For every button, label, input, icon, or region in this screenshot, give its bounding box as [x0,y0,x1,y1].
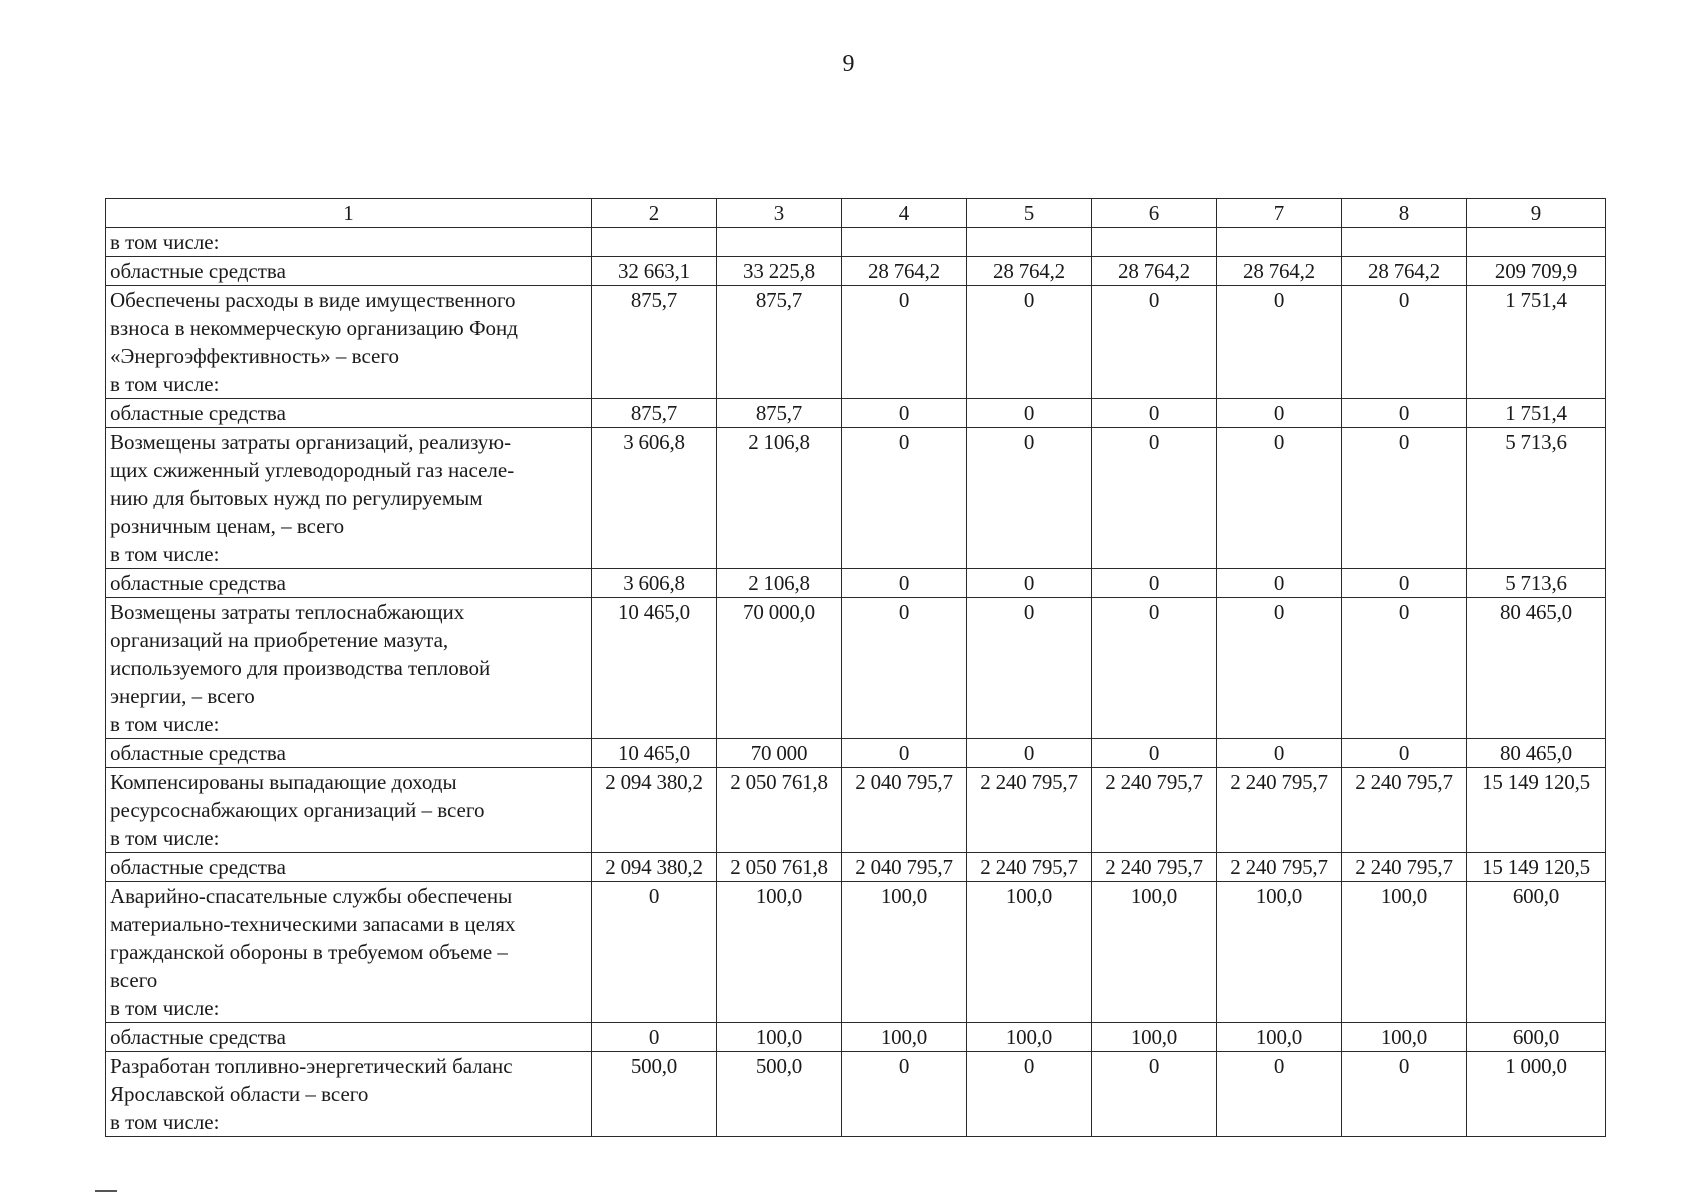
row-label: областные средства [106,257,592,286]
row-label: Возмещены затраты теплоснабжающих организаций на приобретение мазута, используемого для производства тепловой энергии, – всего в том числе: [106,598,592,739]
value-cell: 100,0 [1342,882,1467,1023]
value-cell: 0 [967,428,1092,569]
column-header: 4 [842,199,967,228]
value-cell: 2 240 795,7 [1342,768,1467,853]
value-cell: 0 [967,598,1092,739]
value-cell [1342,228,1467,257]
value-cell: 0 [1092,1052,1217,1137]
value-cell: 0 [1092,286,1217,399]
value-cell: 2 240 795,7 [1217,853,1342,882]
table-row [106,569,1606,598]
value-cell: 5 713,6 [1467,569,1606,598]
value-cell: 2 050 761,8 [717,853,842,882]
value-cell: 0 [1092,428,1217,569]
value-cell: 600,0 [1467,1023,1606,1052]
value-cell: 500,0 [592,1052,717,1137]
value-cell: 10 465,0 [592,598,717,739]
value-cell: 0 [967,399,1092,428]
row-label: Разработан топливно-энергетический баланс Ярославской области – всего в том числе: [106,1052,592,1137]
page-number: 9 [842,51,855,77]
value-cell [967,228,1092,257]
value-cell [842,228,967,257]
table-row [106,853,1606,882]
value-cell: 0 [842,286,967,399]
value-cell: 0 [1342,1052,1467,1137]
value-cell: 100,0 [1217,882,1342,1023]
row-label: областные средства [106,853,592,882]
value-cell: 0 [1092,399,1217,428]
value-cell: 100,0 [1092,882,1217,1023]
row-label: областные средства [106,569,592,598]
table-body [106,228,1606,1137]
value-cell: 2 240 795,7 [967,768,1092,853]
column-header: 8 [1342,199,1467,228]
value-cell: 0 [1342,428,1467,569]
value-cell [1092,228,1217,257]
value-cell: 2 240 795,7 [1217,768,1342,853]
value-cell: 100,0 [717,1023,842,1052]
value-cell: 1 751,4 [1467,399,1606,428]
column-header: 3 [717,199,842,228]
value-cell: 100,0 [967,882,1092,1023]
value-cell: 28 764,2 [1342,257,1467,286]
value-cell: 100,0 [1092,1023,1217,1052]
value-cell: 2 240 795,7 [1092,853,1217,882]
value-cell: 0 [842,1052,967,1137]
value-cell: 80 465,0 [1467,739,1606,768]
value-cell: 2 106,8 [717,428,842,569]
value-cell: 70 000 [717,739,842,768]
value-cell: 209 709,9 [1467,257,1606,286]
value-cell: 0 [842,569,967,598]
budget-table [105,198,1606,1137]
row-label: областные средства [106,739,592,768]
value-cell: 600,0 [1467,882,1606,1023]
value-cell [592,228,717,257]
table-row [106,286,1606,399]
value-cell: 875,7 [717,399,842,428]
value-cell: 0 [967,739,1092,768]
value-cell: 0 [1217,739,1342,768]
value-cell: 28 764,2 [1092,257,1217,286]
row-label: областные средства [106,399,592,428]
value-cell: 0 [592,882,717,1023]
value-cell: 1 751,4 [1467,286,1606,399]
value-cell: 32 663,1 [592,257,717,286]
value-cell: 0 [1092,569,1217,598]
value-cell: 2 040 795,7 [842,853,967,882]
value-cell: 3 606,8 [592,569,717,598]
value-cell: 0 [1092,739,1217,768]
value-cell: 0 [1342,399,1467,428]
value-cell: 0 [842,428,967,569]
value-cell: 100,0 [1217,1023,1342,1052]
table-row [106,739,1606,768]
value-cell: 15 149 120,5 [1467,853,1606,882]
table-header-row [106,199,1606,228]
value-cell: 0 [592,1023,717,1052]
value-cell: 15 149 120,5 [1467,768,1606,853]
value-cell: 2 094 380,2 [592,853,717,882]
table-row [106,768,1606,853]
value-cell: 100,0 [717,882,842,1023]
row-label: Обеспечены расходы в виде имущественного взноса в некоммерческую организацию Фонд «Энергоэффективность» – всего в том числе: [106,286,592,399]
table-row [106,228,1606,257]
value-cell: 2 050 761,8 [717,768,842,853]
row-label: областные средства [106,1023,592,1052]
value-cell: 100,0 [842,882,967,1023]
value-cell: 0 [1092,598,1217,739]
value-cell: 0 [1342,286,1467,399]
value-cell: 875,7 [592,286,717,399]
value-cell: 80 465,0 [1467,598,1606,739]
value-cell [1467,228,1606,257]
value-cell: 0 [842,739,967,768]
column-header: 2 [592,199,717,228]
value-cell: 0 [1217,286,1342,399]
value-cell: 2 040 795,7 [842,768,967,853]
table-row [106,399,1606,428]
value-cell: 2 240 795,7 [1092,768,1217,853]
table-row [106,882,1606,1023]
table-row [106,257,1606,286]
value-cell: 2 240 795,7 [1342,853,1467,882]
column-header: 7 [1217,199,1342,228]
value-cell: 0 [967,569,1092,598]
value-cell: 0 [1342,739,1467,768]
row-label: Возмещены затраты организаций, реализую- щих сжиженный углеводородный газ населе- нию для бытовых нужд по регулируемым розничным ценам, – всего в том числе: [106,428,592,569]
value-cell: 28 764,2 [1217,257,1342,286]
value-cell: 0 [1217,428,1342,569]
value-cell: 10 465,0 [592,739,717,768]
value-cell: 28 764,2 [842,257,967,286]
column-header: 5 [967,199,1092,228]
table-row [106,598,1606,739]
value-cell: 875,7 [592,399,717,428]
table-row [106,428,1606,569]
column-header: 6 [1092,199,1217,228]
value-cell: 0 [1217,399,1342,428]
value-cell: 100,0 [967,1023,1092,1052]
value-cell: 28 764,2 [967,257,1092,286]
value-cell: 70 000,0 [717,598,842,739]
row-label: Компенсированы выпадающие доходы ресурсоснабжающих организаций – всего в том числе: [106,768,592,853]
value-cell: 0 [1217,598,1342,739]
value-cell: 33 225,8 [717,257,842,286]
value-cell: 0 [967,286,1092,399]
value-cell: 3 606,8 [592,428,717,569]
column-header: 9 [1467,199,1606,228]
value-cell: 5 713,6 [1467,428,1606,569]
table-row [106,1023,1606,1052]
value-cell: 0 [967,1052,1092,1137]
value-cell: 0 [1342,598,1467,739]
value-cell: 0 [842,399,967,428]
value-cell: 0 [842,598,967,739]
row-label: в том числе: [106,228,592,257]
value-cell: 100,0 [1342,1023,1467,1052]
value-cell: 100,0 [842,1023,967,1052]
value-cell: 2 240 795,7 [967,853,1092,882]
value-cell [717,228,842,257]
column-header: 1 [106,199,592,228]
value-cell: 0 [1342,569,1467,598]
value-cell: 2 094 380,2 [592,768,717,853]
value-cell: 1 000,0 [1467,1052,1606,1137]
value-cell: 875,7 [717,286,842,399]
scan-mark [95,1190,117,1192]
value-cell [1217,228,1342,257]
value-cell: 2 106,8 [717,569,842,598]
value-cell: 500,0 [717,1052,842,1137]
value-cell: 0 [1217,569,1342,598]
value-cell: 0 [1217,1052,1342,1137]
table-row [106,1052,1606,1137]
row-label: Аварийно-спасательные службы обеспечены материально-техническими запасами в целях гражданской обороны в требуемом объеме – всего в том числе: [106,882,592,1023]
